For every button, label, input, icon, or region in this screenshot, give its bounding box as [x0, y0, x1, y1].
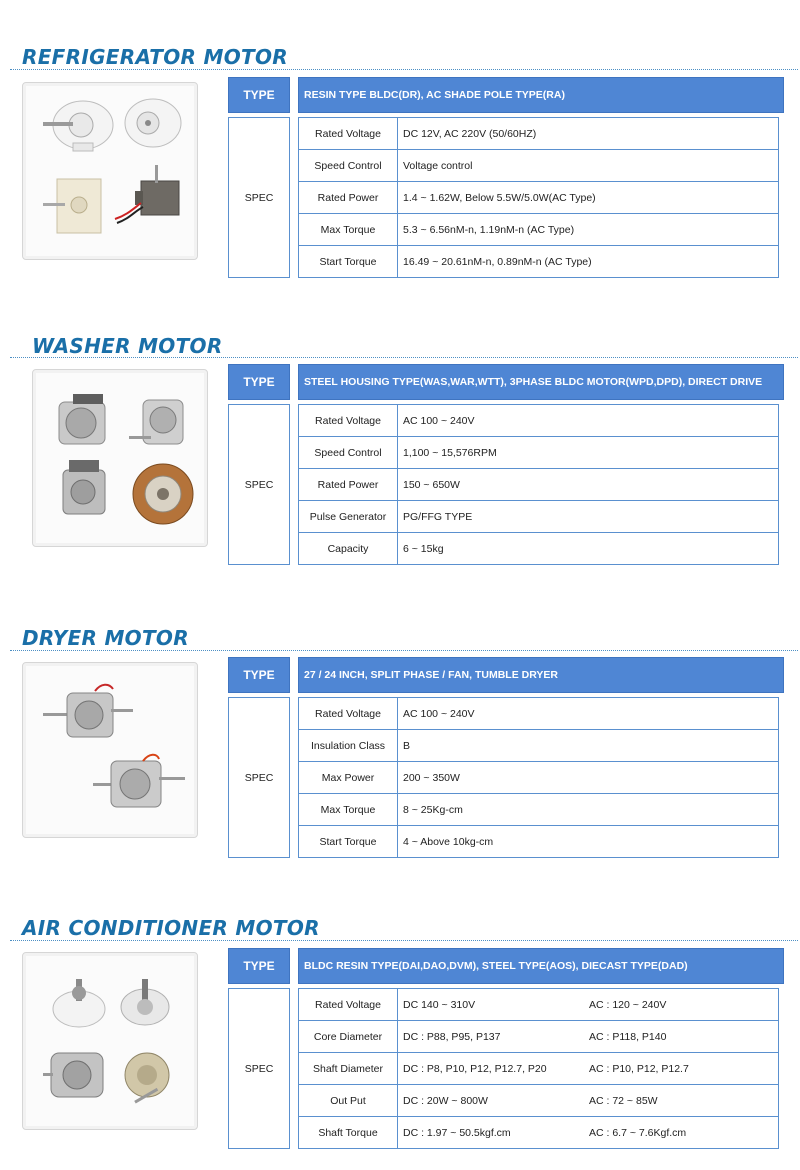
- spec-row: [299, 826, 779, 858]
- spec-label: SPEC: [228, 697, 290, 858]
- spec-row: [299, 989, 779, 1021]
- type-label: TYPE: [228, 948, 290, 984]
- spec-row-label: Insulation Class: [299, 730, 398, 762]
- spec-row: [299, 469, 779, 501]
- spec-row-label: Pulse Generator: [299, 501, 398, 533]
- spec-row-value: PG/FFG TYPE: [398, 501, 779, 533]
- spec-table: [228, 77, 784, 278]
- spec-row-value-dc: DC : P88, P95, P137: [403, 1030, 501, 1043]
- section-title: DRYER MOTOR: [22, 626, 189, 650]
- spec-row-value: Voltage control: [398, 150, 779, 182]
- spec-row: [299, 533, 779, 565]
- spec-row: [299, 405, 779, 437]
- spec-row-value-cell: [398, 1085, 779, 1117]
- spec-row-label: Shaft Torque: [299, 1117, 398, 1149]
- spec-table: [228, 364, 784, 565]
- spec-row-value: 16.49 ~ 20.61nM-n, 0.89nM-n (AC Type): [398, 246, 779, 278]
- spec-label: SPEC: [228, 404, 290, 565]
- spec-row: [299, 118, 779, 150]
- section-divider: [10, 69, 798, 70]
- spec-row-value-ac: AC : 6.7 ~ 7.6Kgf.cm: [589, 1126, 687, 1139]
- spec-row-value-cell: [398, 1117, 779, 1149]
- spec-row-value: DC 12V, AC 220V (50/60HZ): [398, 118, 779, 150]
- spec-row-value-dc: DC : P8, P10, P12, P12.7, P20: [403, 1062, 547, 1075]
- spec-row-value-ac: AC : P118, P140: [589, 1030, 667, 1043]
- spec-row-value: AC 100 ~ 240V: [398, 698, 779, 730]
- spec-row-value-dc: DC : 1.97 ~ 50.5kgf.cm: [403, 1126, 511, 1139]
- product-photo-dryer-motors: [22, 662, 198, 838]
- spec-row-value-ac: AC : 72 ~ 85W: [589, 1094, 658, 1107]
- spec-row-label: Max Power: [299, 762, 398, 794]
- spec-row: [299, 730, 779, 762]
- spec-row: [299, 246, 779, 278]
- spec-table: [228, 948, 784, 1149]
- spec-row-label: Start Torque: [299, 246, 398, 278]
- spec-table: [228, 657, 784, 858]
- spec-row-value-ac: AC : P10, P12, P12.7: [589, 1062, 689, 1075]
- spec-row-value: 4 ~ Above 10kg-cm: [398, 826, 779, 858]
- spec-row: [299, 1053, 779, 1085]
- spec-row: [299, 150, 779, 182]
- spec-row-label: Rated Voltage: [299, 698, 398, 730]
- spec-row: [299, 501, 779, 533]
- spec-row-label: Speed Control: [299, 150, 398, 182]
- spec-row: [299, 794, 779, 826]
- spec-row-label: Max Torque: [299, 794, 398, 826]
- spec-row-label: Rated Voltage: [299, 405, 398, 437]
- spec-row-label: Core Diameter: [299, 1021, 398, 1053]
- spec-row-label: Speed Control: [299, 437, 398, 469]
- spec-row: [299, 182, 779, 214]
- section-divider: [10, 650, 798, 651]
- spec-row-value-dc: DC 140 ~ 310V: [403, 998, 476, 1011]
- spec-row-value: 6 ~ 15kg: [398, 533, 779, 565]
- section-divider: [10, 357, 798, 358]
- type-label: TYPE: [228, 77, 290, 113]
- spec-row-label: Out Put: [299, 1085, 398, 1117]
- spec-row-label: Rated Voltage: [299, 989, 398, 1021]
- spec-row-value-ac: AC : 120 ~ 240V: [589, 998, 667, 1011]
- spec-row-label: Capacity: [299, 533, 398, 565]
- spec-row-value-cell: [398, 989, 779, 1021]
- type-value: 27 / 24 INCH, SPLIT PHASE / FAN, TUMBLE DRYER: [298, 657, 784, 693]
- spec-row: [299, 762, 779, 794]
- section-title: WASHER MOTOR: [32, 334, 223, 358]
- spec-row: [299, 1117, 779, 1149]
- spec-row-label: Rated Power: [299, 469, 398, 501]
- product-photo-washer-motors: [32, 369, 208, 547]
- product-photo-refrigerator-motors: [22, 82, 198, 260]
- type-value: RESIN TYPE BLDC(DR), AC SHADE POLE TYPE(RA): [298, 77, 784, 113]
- spec-row-value: 150 ~ 650W: [398, 469, 779, 501]
- spec-row-value-cell: [398, 1053, 779, 1085]
- spec-row: [299, 437, 779, 469]
- product-photo-air-conditioner-motors: [22, 952, 198, 1130]
- spec-row-value-cell: [398, 1021, 779, 1053]
- section-divider: [10, 940, 798, 941]
- spec-row: [299, 1021, 779, 1053]
- section-title: AIR CONDITIONER MOTOR: [22, 916, 320, 940]
- type-value: STEEL HOUSING TYPE(WAS,WAR,WTT), 3PHASE BLDC MOTOR(WPD,DPD), DIRECT DRIVE: [298, 364, 784, 400]
- spec-row: [299, 214, 779, 246]
- spec-row-value: 8 ~ 25Kg-cm: [398, 794, 779, 826]
- spec-row-value: B: [398, 730, 779, 762]
- spec-row-value: 1.4 ~ 1.62W, Below 5.5W/5.0W(AC Type): [398, 182, 779, 214]
- spec-row-value: 200 ~ 350W: [398, 762, 779, 794]
- spec-row: [299, 698, 779, 730]
- type-label: TYPE: [228, 364, 290, 400]
- spec-row: [299, 1085, 779, 1117]
- spec-row-label: Max Torque: [299, 214, 398, 246]
- section-title: REFRIGERATOR MOTOR: [22, 45, 288, 69]
- spec-row-label: Shaft Diameter: [299, 1053, 398, 1085]
- spec-row-label: Rated Power: [299, 182, 398, 214]
- spec-row-value-dc: DC : 20W ~ 800W: [403, 1094, 488, 1107]
- spec-row-label: Rated Voltage: [299, 118, 398, 150]
- type-label: TYPE: [228, 657, 290, 693]
- spec-label: SPEC: [228, 988, 290, 1149]
- spec-label: SPEC: [228, 117, 290, 278]
- spec-row-value: 1,100 ~ 15,576RPM: [398, 437, 779, 469]
- spec-row-value: AC 100 ~ 240V: [398, 405, 779, 437]
- spec-row-label: Start Torque: [299, 826, 398, 858]
- type-value: BLDC RESIN TYPE(DAI,DAO,DVM), STEEL TYPE(AOS), DIECAST TYPE(DAD): [298, 948, 784, 984]
- spec-row-value: 5.3 ~ 6.56nM-n, 1.19nM-n (AC Type): [398, 214, 779, 246]
